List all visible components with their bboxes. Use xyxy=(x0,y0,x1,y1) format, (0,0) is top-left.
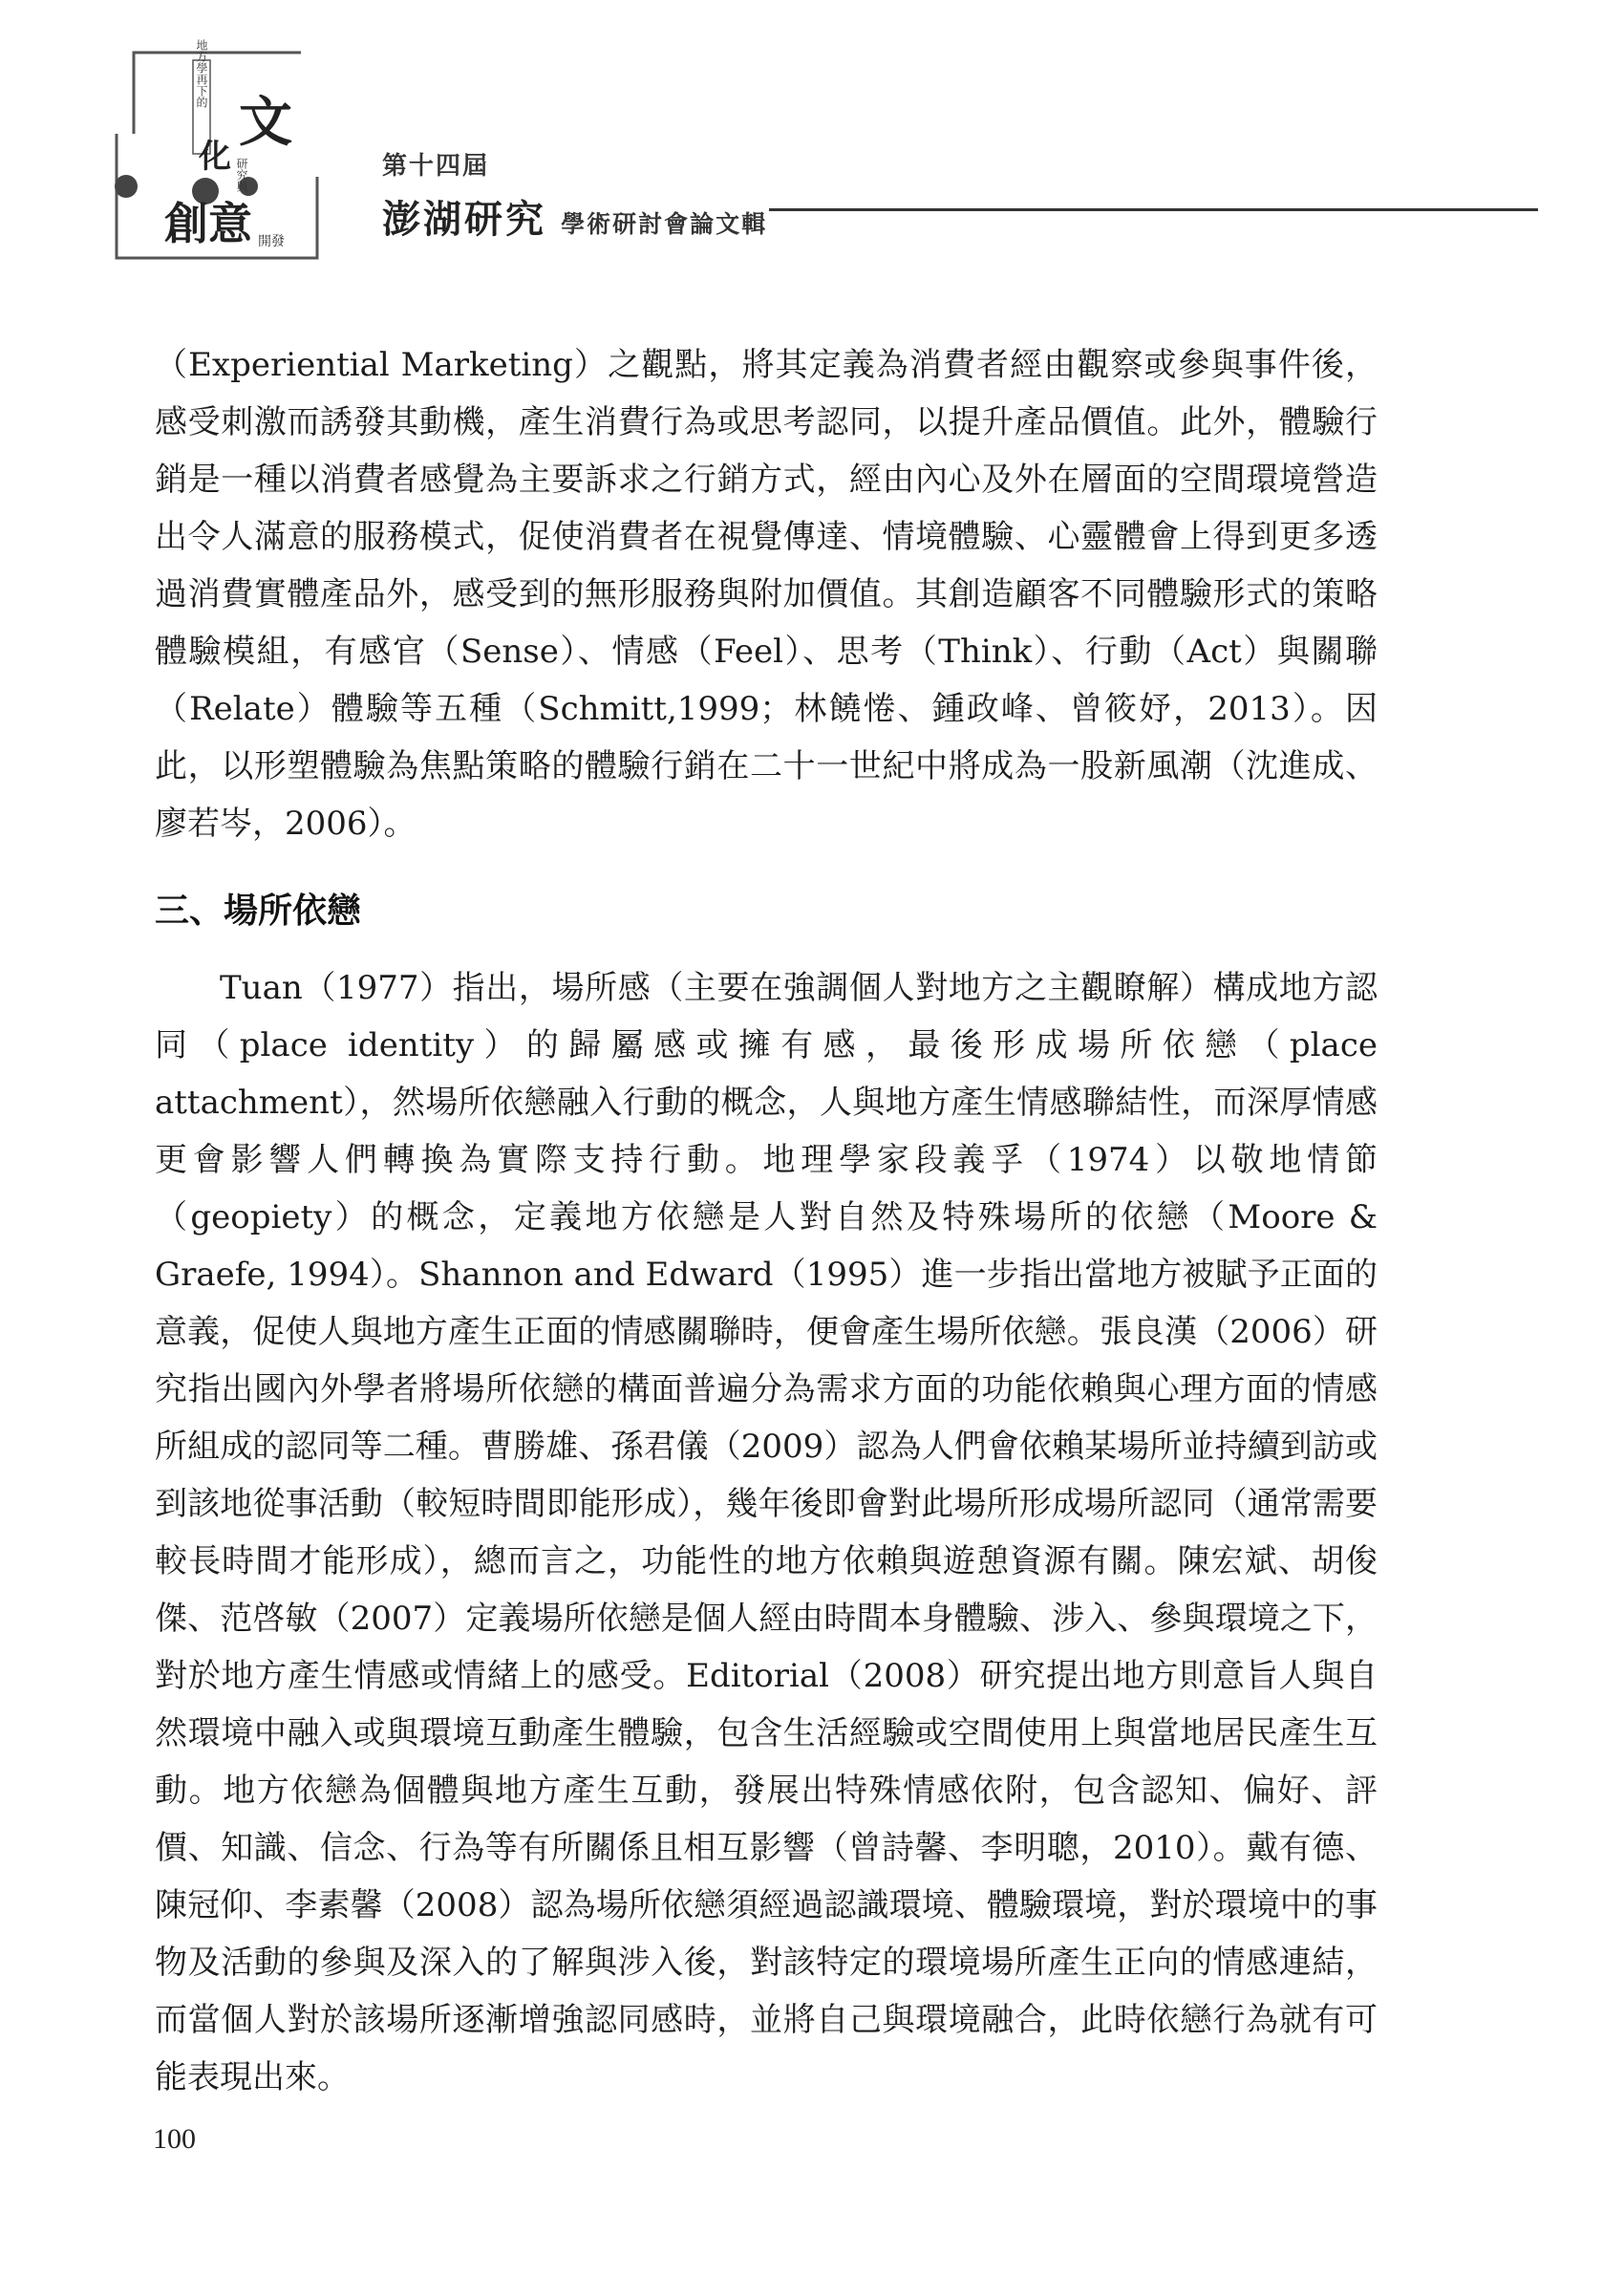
logo-bottom-text: 創意 xyxy=(164,198,252,249)
logo-side-text: 研究與 xyxy=(235,158,248,192)
header-rule xyxy=(769,208,1538,211)
logo-char-wen: 文 xyxy=(239,91,292,154)
page-number: 100 xyxy=(153,2123,196,2155)
section-heading: 三、場所依戀 xyxy=(155,892,362,931)
header-title-row xyxy=(382,189,767,244)
body-paragraph-1: （Experiential Marketing）之觀點，將其定義為消費者經由觀察或參與事件後，感受刺激而誘發其動機，產生消費行為或思考認同，以提升產品價值。此外，體驗行銷是一種以消費者感覺為主要訴求之行銷方式，經由內心及外在層面的空間環境營造出令人滿意的服務模式，促使消費者在視覺傳達、情境體驗、心靈體會上得到更多透過消費實體產品外，感受到的無形服務與附加價值。其創造顧客不同體驗形式的策略體驗模組，有感官（Sense）、情感（Feel）、思考（Think）、行動（Act）與關聯（Relate）體驗等五種（Schmitt,1999；林饒惓、鍾政峰、曾筱妤，2013）。因此，以形塑體驗為焦點策略的體驗行銷在二十一世紀中將成為一股新風潮（沈進成、廖若岑，2006）。 xyxy=(155,346,1378,843)
edition-label: 第十四屆 xyxy=(382,152,490,181)
main-content xyxy=(155,336,1378,2106)
conference-logo xyxy=(105,33,373,263)
page-header xyxy=(105,33,1442,263)
logo-bottom-small: 開發 xyxy=(258,234,285,249)
header-title-main: 澎湖研究 xyxy=(382,197,546,242)
body-paragraph-2: Tuan（1977）指出，場所感（主要在強調個人對地方之主觀瞭解）構成地方認同（place identity）的歸屬感或擁有感，最後形成場所依戀（place attachment），然場所依戀融入行動的概念，人與地方產生情感聯結性，而深厚情感更會影響人們轉換為實際支持行動。地理學家段義孚（1974）以敬地情節（geopiety）的概念，定義地方依戀是人對自然及特殊場所的依戀（Moore & Graefe, 1994）。Shannon and Edward（1995）進一步指出當地方被賦予正面的意義，促使人與地方產生正面的情感關聯時，便會產生場所依戀。張良漢（2006）研究指出國內外學者將場所依戀的構面普遍分為需求方面的功能依賴與心理方面的情感所組成的認同等二種。曹勝雄、孫君儀（2009）認為人們會依賴某場所並持續到訪或到該地從事活動（較短時間即能形成），幾年後即會對此場所形成場所認同（通常需要較長時間才能形成），總而言之，功能性的地方依賴與遊憩資源有關。陳宏斌、胡俊傑、范啓敏（2007）定義場所依戀是個人經由時間本身體驗、涉入、參與環境之下，對於地方產生情感或情緒上的感受。Editorial（2008）研究提出地方則意旨人與自然環境中融入或與環境互動產生體驗，包含生活經驗或空間使用上與當地居民產生互動。地方依戀為個體與地方產生互動，發展出特殊情感依附，包含認知、偏好、評價、知識、信念、行為等有所關係且相互影響（曾詩馨、李明聰，2010）。戴有德、陳冠仰、李素馨（2008）認為場所依戀須經過認識環境、體驗環境，對於環境中的事物及活動的參與及深入的了解與涉入後，對該特定的環境場所產生正向的情感連結，而當個人對於該場所逐漸增強認同感時，並將自己與環境融合，此時依戀行為就有可能表現出來。 xyxy=(155,969,1378,2096)
logo-top-text: 地方學再下的 xyxy=(195,39,208,108)
logo-char-hua: 化 xyxy=(199,138,231,176)
header-title-sub: 學術研討會論文輯 xyxy=(561,210,768,238)
header-title-block xyxy=(382,146,767,244)
